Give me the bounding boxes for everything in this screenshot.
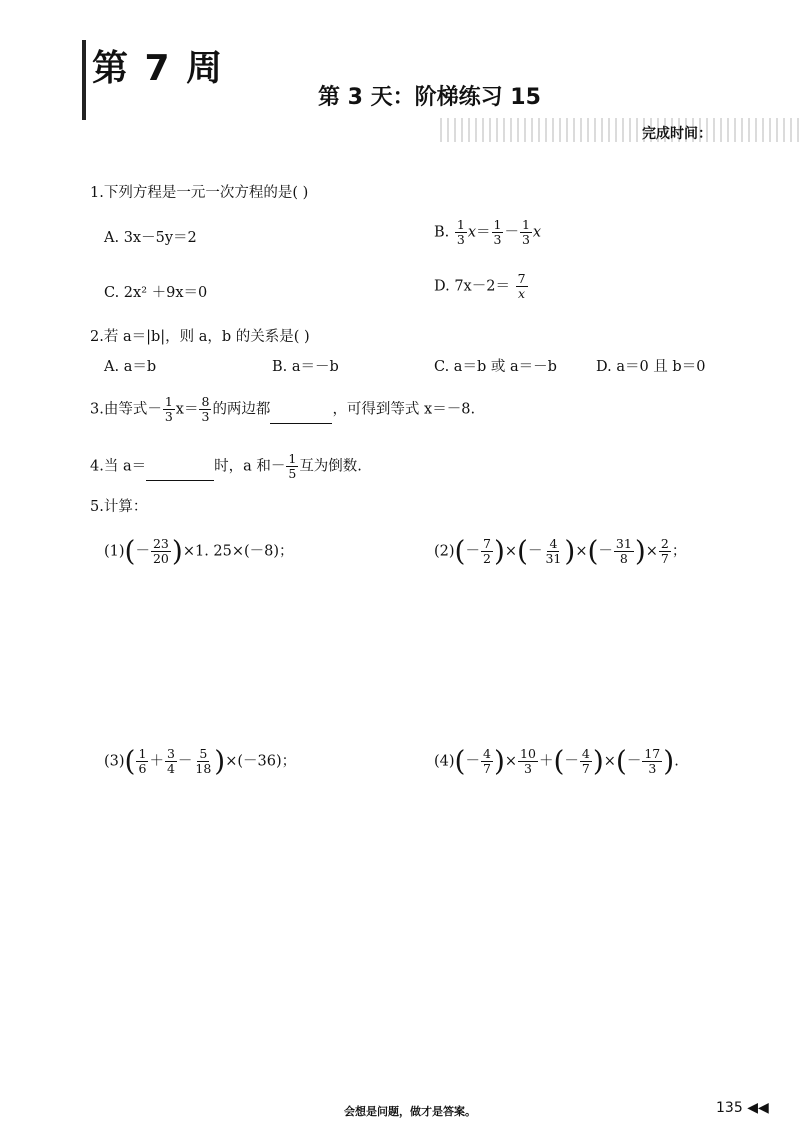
frac-1-6: $\frac{1}{6}$	[138, 746, 147, 776]
q2-stem: 2.若 a＝|b|，则 a，b 的关系是( )	[90, 329, 310, 345]
double-chevron-left-icon: ◀◀	[747, 1100, 769, 1116]
frac-5-18: $\frac{5}{18}$	[195, 746, 212, 776]
frac-2-7: $\frac{2}{7}$	[660, 536, 669, 566]
q5-part4-label: (4)	[434, 753, 455, 770]
frac-23-20: $\frac{23}{20}$	[152, 536, 169, 566]
q5-part4-tail: .	[674, 753, 679, 770]
q4-prefix: 4.当 a＝	[90, 458, 147, 475]
q5-part1: (1)(－ $\frac{23}{20}$ )×1. 25×(－8)；	[104, 534, 294, 568]
frac-7-2: $\frac{7}{2}$	[482, 536, 491, 566]
q5-part3-tail: ×(－36)；	[225, 753, 297, 770]
frac-17-3: $\frac{17}{3}$	[644, 746, 661, 776]
q1-option-b-prefix: B.	[434, 224, 450, 241]
q4-line	[90, 452, 362, 481]
frac-1-5: $\frac{1}{5}$	[288, 451, 297, 481]
q3-line	[90, 395, 475, 424]
page-title: 第 3 天：阶梯练习 15	[318, 85, 541, 110]
q1-option-b: B. $\frac{1}{3}$ x＝ $\frac{1}{3}$ － $\frac{1}{3}$ x	[434, 217, 542, 247]
page-number	[716, 1100, 769, 1116]
q4-blank[interactable]	[146, 466, 214, 481]
frac-31-8: $\frac{31}{8}$	[615, 536, 632, 566]
week-bar	[82, 40, 86, 120]
frac-1-3: $\frac{1}{3}$	[493, 217, 502, 247]
q1-option-d	[434, 272, 529, 301]
q5-part1-label: (1)	[104, 543, 125, 560]
frac-10-3: $\frac{10}{3}$	[520, 746, 536, 776]
q1-option-d-prefix: D. 7x－2＝	[434, 278, 510, 295]
scan-noise	[440, 118, 800, 142]
q2-option-c: C. a＝b 或 a＝－b	[434, 359, 557, 375]
q5-stem: 5.计算：	[90, 499, 148, 515]
q3-middle: x＝	[175, 401, 199, 418]
q1-stem: 1.下列方程是一元一次方程的是( )	[90, 185, 309, 201]
q5-part1-tail: ×1. 25×(－8)；	[182, 543, 294, 560]
q5-part2-tail: ；	[671, 543, 687, 560]
q4-suffix: 互为倒数.	[299, 458, 362, 475]
frac-3-4: $\frac{3}{4}$	[166, 746, 175, 776]
q5-part3: (3)( $\frac{1}{6}$ ＋ $\frac{3}{4}$ － $\frac{5}{18}$ )×(－36)；	[104, 744, 297, 778]
q2-option-d: D. a＝0 且 b＝0	[596, 359, 706, 375]
q3-prefix: 3.由等式－	[90, 401, 162, 418]
frac-1-3: $\frac{1}{3}$	[521, 217, 530, 247]
frac-7-x: $\frac{7}{x}$	[517, 271, 526, 301]
q3-suffix: ，可得到等式 x＝－8.	[332, 401, 476, 418]
q3-blank[interactable]	[270, 409, 332, 424]
completion-time-label: 完成时间：	[642, 126, 712, 142]
frac-4-7: $\frac{4}{7}$	[482, 746, 491, 776]
q5-part3-label: (3)	[104, 753, 125, 770]
q4-middle: 时，a 和－	[214, 458, 286, 475]
week-label: 第 7 周	[92, 48, 225, 89]
q5-part4: (4)(－ $\frac{4}{7}$ )× $\frac{10}{3}$ ＋(－ $\frac{4}{7}$ )×(－ $\frac{17}{3}$ ).	[434, 744, 679, 778]
frac-4-7: $\frac{4}{7}$	[581, 746, 590, 776]
q2-option-a: A. a＝b	[104, 359, 157, 375]
frac-1-3: $\frac{1}{3}$	[456, 217, 465, 247]
q5-part2-label: (2)	[434, 543, 455, 560]
q1-option-c: C. 2x² ＋9x＝0	[104, 285, 208, 301]
q2-option-b: B. a＝－b	[272, 359, 339, 375]
frac-8-3: $\frac{8}{3}$	[201, 394, 210, 424]
page-number-text: 135	[716, 1100, 743, 1116]
footer-motto: 会想是问题，做才是答案。	[344, 1105, 476, 1118]
q1-option-a: A. 3x－5y＝2	[104, 230, 197, 246]
frac-4-31: $\frac{4}{31}$	[545, 536, 562, 566]
frac-1-3: $\frac{1}{3}$	[164, 394, 173, 424]
q3-after-frac: 的两边都	[212, 401, 271, 418]
q5-part2: (2)(－ $\frac{7}{2}$ )×(－ $\frac{4}{31}$ )×(－ $\frac{31}{8}$ )× $\frac{2}{7}$ ；	[434, 534, 687, 568]
